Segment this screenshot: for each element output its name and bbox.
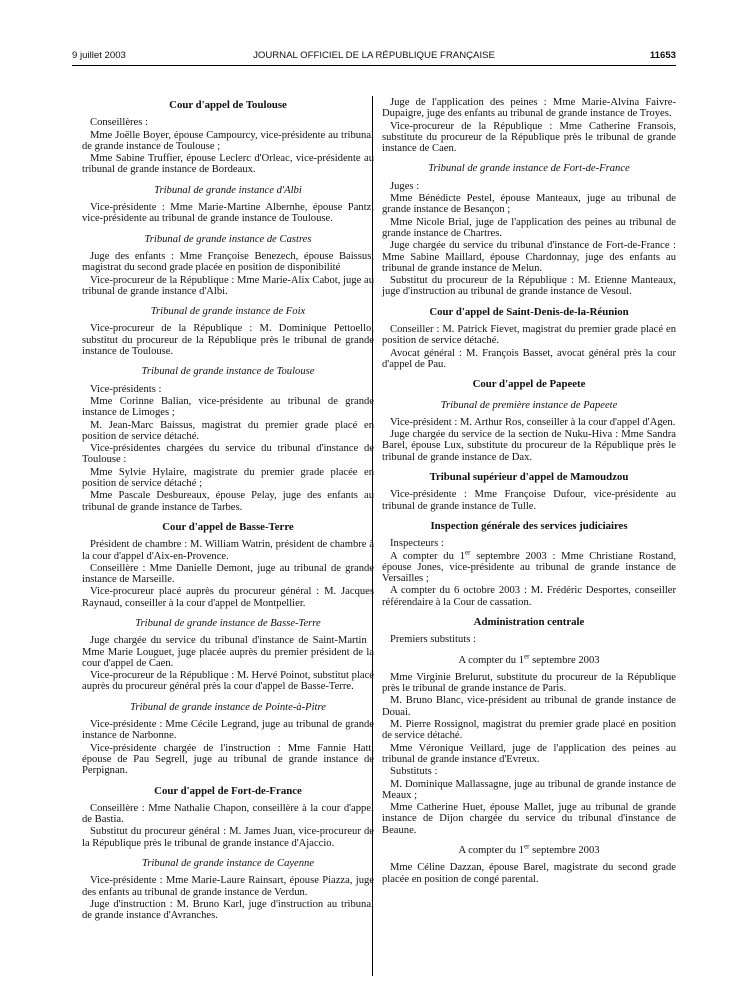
- paragraph: Mme Véronique Veillard, juge de l'application des peines au tribunal de grande instance d'Evreux.: [382, 742, 676, 765]
- paragraph: Juge chargée du service du tribunal d'instance de Fort-de-France : Mme Sabine Maillard, épouse Chardonnay, juge des enfants au tribunal de grande instance de Melun.: [382, 240, 676, 274]
- paragraph: Vice-présidentes chargées du service du tribunal d'instance de Toulouse :: [82, 443, 374, 466]
- paragraph: Juge de l'application des peines : Mme Marie-Alvina Faivre-Dupaigre, juge des enfants au tribunal de grande instance de Troyes.: [382, 97, 676, 120]
- paragraph: A compter du 6 octobre 2003 : M. Frédéric Desportes, conseiller référendaire à la Cour de cassation.: [382, 585, 676, 608]
- paragraph: M. Dominique Mallassagne, juge au tribunal de grande instance de Meaux ;: [382, 778, 676, 801]
- section-heading: Cour d'appel de Basse-Terre: [162, 520, 294, 533]
- header-title: JOURNAL OFFICIEL DE LA RÉPUBLIQUE FRANÇAISE: [253, 50, 495, 61]
- paragraph: M. Bruno Blanc, vice-président au tribunal de grande instance de Douai.: [382, 695, 676, 718]
- paragraph: Mme Sylvie Hylaire, magistrate du premier grade placée en position de service détaché ;: [82, 466, 374, 490]
- paragraph: Mme Catherine Huet, épouse Mallet, juge au tribunal de grande instance de Dijon chargée du service du tribunal d'instance de Beaune.: [382, 802, 676, 836]
- subsection-heading: Tribunal de grande instance de Cayenne: [141, 858, 315, 870]
- paragraph: Mme Virginie Brelurut, substitute du procureur de la République près le tribunal de grande instance de Paris.: [382, 671, 676, 695]
- subsection-heading: Tribunal de grande instance de Pointe-à-Pitre: [130, 701, 326, 713]
- paragraph: Juge des enfants : Mme Françoise Benezech, épouse Baissus, magistrat du second grade placée en position de disponibilité: [82, 250, 374, 274]
- ordinal-suffix: er: [524, 652, 530, 661]
- paragraph: Mme Bénédicte Pestel, épouse Manteaux, juge au tribunal de grande instance de Besançon ;: [382, 193, 676, 216]
- section-heading: Cour d'appel de Fort-de-France: [154, 784, 302, 797]
- paragraph: Substituts :: [390, 766, 438, 778]
- paragraph: Juge chargée du service du tribunal d'instance de Saint-Martin : Mme Marie Louguet, juge placée auprès du premier président de la cour d'appel de Caen.: [82, 635, 374, 669]
- paragraph: Vice-procureur de la République : Mme Marie-Alix Cabot, juge au tribunal de grande instance d'Albi.: [82, 274, 374, 297]
- paragraph: Premiers substituts :: [390, 634, 476, 646]
- text-run: A compter du 1: [390, 550, 465, 562]
- date-heading: [382, 842, 676, 857]
- section-heading: Cour d'appel de Saint-Denis-de-la-Réunion: [429, 305, 629, 318]
- paragraph: Vice-présidente chargée de l'instruction : Mme Fannie Hatt, épouse de Pau Segrell, juge au tribunal de grande instance de Perpignan.: [82, 742, 374, 777]
- subsection-heading: Tribunal de première instance de Papeete: [440, 399, 618, 411]
- page-header: [72, 50, 676, 66]
- text-run: A compter du 1: [458, 845, 525, 857]
- paragraph: Mme Pascale Desbureaux, épouse Pelay, juge des enfants au tribunal de grande instance de Tarbes.: [82, 490, 374, 513]
- paragraph: Conseillère : Mme Nathalie Chapon, conseillère à la cour d'appel de Bastia.: [82, 802, 374, 826]
- date-heading: [382, 652, 676, 666]
- paragraph: [382, 547, 676, 585]
- header-page-number: 11653: [649, 50, 676, 61]
- paragraph: Vice-président : M. Arthur Ros, conseiller à la cour d'appel d'Agen.: [390, 416, 676, 428]
- paragraph: Avocat général : M. François Basset, avocat général près la cour d'appel de Pau.: [382, 347, 676, 370]
- paragraph: Vice-procureur de la République : M. Hervé Poinot, substitut placé auprès du procureur général près la cour d'appel de Basse-Terre.: [82, 670, 374, 693]
- paragraph: Mme Corinne Balian, vice-présidente au tribunal de grande instance de Limoges ;: [82, 395, 374, 419]
- paragraph: Conseillère : Mme Danielle Demont, juge au tribunal de grande instance de Marseille.: [82, 562, 374, 586]
- paragraph: Juges :: [390, 180, 420, 192]
- section-heading: Administration centrale: [473, 615, 585, 628]
- paragraph: Mme Sabine Truffier, épouse Leclerc d'Orleac, vice-présidente au tribunal de grande instance de Bordeaux.: [82, 153, 374, 176]
- text-run: A compter du 1: [458, 654, 525, 666]
- paragraph: Vice-présidente : Mme Cécile Legrand, juge au tribunal de grande instance de Narbonne.: [82, 719, 374, 742]
- paragraph: Inspecteurs :: [390, 538, 444, 550]
- paragraph: Mme Céline Dazzan, épouse Barel, magistrate du second grade placée en position de congé parental.: [382, 862, 676, 885]
- ordinal-suffix: er: [464, 547, 471, 556]
- paragraph: Vice-procureur placé auprès du procureur général : M. Jacques Raynaud, conseiller à la cour d'appel de Montpellier.: [82, 586, 374, 609]
- paragraph: Juge chargée du service de la section de Nuku-Hiva : Mme Sandra Barel, épouse Lux, substitute du procureur de la République près le tribunal de grande instance de Dax.: [382, 429, 676, 463]
- section-heading: Tribunal supérieur d'appel de Mamoudzou: [429, 471, 629, 484]
- text-run: septembre 2003: [529, 654, 600, 666]
- paragraph: Vice-procureur de la République : Mme Catherine Fransois, substitute du procureur de la République près le tribunal de grande instance de Caen.: [382, 120, 676, 155]
- subsection-heading: Tribunal de grande instance d'Albi: [154, 184, 302, 196]
- paragraph: Mme Joëlle Boyer, épouse Campourcy, vice-présidente au tribunal de grande instance de Toulouse ;: [82, 129, 374, 152]
- paragraph: Vice-présidente : Mme Marie-Martine Albernhe, épouse Pantz, vice-présidente au tribunal de grande instance de Toulouse.: [82, 202, 374, 225]
- section-heading: Cour d'appel de Papeete: [472, 378, 586, 391]
- text-run: septembre 2003 : Mme Christiane Rostand, épouse Jones, vice-présidente au tribunal de grande instance de Versailles ;: [382, 550, 676, 585]
- header-date: 9 juillet 2003: [72, 50, 126, 61]
- subsection-heading: Tribunal de grande instance de Castres: [144, 233, 312, 245]
- paragraph: Substitut du procureur général : M. James Juan, vice-procureur de la République près le tribunal de grande instance d'Ajaccio.: [82, 826, 374, 849]
- subsection-heading: Tribunal de grande instance de Fort-de-France: [428, 163, 630, 175]
- paragraph: Mme Nicole Brial, juge de l'application des peines au tribunal de grande instance de Chartres.: [382, 216, 676, 239]
- right-column: [382, 97, 676, 886]
- paragraph: Conseiller : M. Patrick Fievet, magistrat du premier grade placé en position de service détaché.: [382, 324, 676, 347]
- subsection-heading: Tribunal de grande instance de Foix: [150, 306, 306, 318]
- paragraph: M. Jean-Marc Baissus, magistrat du premier grade placé en position de service détaché.: [82, 419, 374, 442]
- subsection-heading: Tribunal de grande instance de Toulouse: [141, 366, 315, 378]
- paragraph: Substitut du procureur de la République : M. Etienne Manteaux, juge d'instruction au tribunal de grande instance de Vesoul.: [382, 275, 676, 298]
- paragraph: Vice-présidente : Mme Françoise Dufour, vice-présidente au tribunal de grande instance de Tulle.: [382, 489, 676, 512]
- header-rule: [72, 65, 676, 66]
- paragraph: Juge d'instruction : M. Bruno Karl, juge d'instruction au tribunal de grande instance d'Avranches.: [82, 898, 374, 922]
- ordinal-suffix: er: [524, 842, 530, 851]
- paragraph: Vice-procureur de la République : M. Dominique Pettoello, substitut du procureur de la République près le tribunal de grande instance de Toulouse.: [82, 323, 374, 358]
- text-run: septembre 2003: [529, 845, 600, 857]
- paragraph: M. Pierre Rossignol, magistrat du premier grade placé en position de service détaché.: [382, 719, 676, 742]
- subsection-heading: Tribunal de grande instance de Basse-Terre: [135, 617, 321, 629]
- paragraph: Président de chambre : M. William Watrin, président de chambre à la cour d'appel d'Aix-en-Provence.: [82, 539, 374, 562]
- paragraph: Vice-présidents :: [90, 383, 162, 395]
- left-column: [82, 100, 374, 923]
- section-heading: Inspection générale des services judiciaires: [430, 519, 628, 532]
- paragraph: Vice-présidente : Mme Marie-Laure Rainsart, épouse Piazza, juge des enfants au tribunal de grande instance de Verdun.: [82, 875, 374, 898]
- section-heading: Cour d'appel de Toulouse: [169, 99, 287, 111]
- paragraph: Conseillères :: [90, 117, 148, 129]
